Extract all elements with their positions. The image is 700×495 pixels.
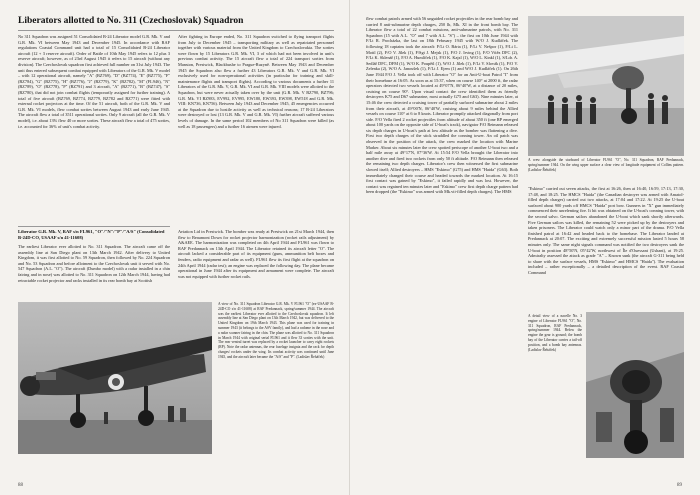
page-heading: Liberators allotted to No. 311 (Czechoslovak) Squadron bbox=[18, 16, 244, 26]
right-page bbox=[350, 0, 700, 495]
right-bottom-caption: A detail view of a nacelle No. 3 engine of Liberator FL961 "O", No. 311 Squadron, RAF Predannack, spring/summer 1944. Below the engine the gear is ground; the bomb bay of the Liberator carries a tail-off position, and a bomb bay antennas. (Ladislav Řeháček) bbox=[528, 314, 582, 352]
aircraft-subheading: Liberator G.R. Mk. V, RAF s/n FL961, "O"/"N"/"P"/"A/S" (Consolidated B-24D-CO, USAAF s/n 41-11608) bbox=[18, 229, 165, 240]
page-number-left: 88 bbox=[18, 483, 23, 488]
crew-photo bbox=[528, 16, 684, 156]
heading-rule bbox=[18, 30, 334, 31]
right-col1-text: flew combat patrols armed with 56 unguided rocket projectiles in the rear bomb bay and carried 8 anti-submarine depth charges, 250 lb, Mk. XI in the front bomb bay. The Liberator flew a total of 22 combat missions, anti-submarine patrols, with No. 311 Squadron (15 with A.L. "O" and 7 with A.L. "S") – the first on 10th June 1944 with F/Lt R. Procházka, the last on 18th February 1945 with W/O J. Kudláček. The following 18 captains took the aircraft: F/Lt O. Bárta (1), F/Lt V. Nešpor (1), F/Lt L. Mottl (2), F/O V. Jílek (1), F/Sgt J. Mejsk (1), F/O J. Irving (1), F/O Vítěz DFC (2), F/Lt K. Sklenář (1), F/O A. Humlíček (1), F/O K. Kajzl (1), W/O L. Kinkl (1), S/Ldr. A. Sedlář DFC, DFM (1), W/O K. Poupětl (1), W/O J. Jílek (1), F/Lt V. Slovák (1), F/O V. Zelenka (2), W/O A. Janoušek (1), F/Lt J. Ejem (1) and W/O J. Kudláček (1). On 26th June 1944 F/O J. Vella took off with Liberator "O" for an Anti-U-boat Patrol "I" from their homebase at 16:05. As soon as at 15:37, when on course 140° at 2000 ft, the radar operators detected two vessels located at 49°07'N, 06°40'W, at a distance of 20 miles, cruising on course 90°. Upon visual contact the crew identified them as friendly destroyers K75 and D67 submarine, most actually G75 and G63). Nine minutes later, at 15:46 the crew detected a cruising tower of partially surfaced submarine about 2 miles from their aircraft, at 49°00'N, 06°40'W, cruising about 9 miles behind the Allied vessels on course 110° at 6 to 8 knots. Liberator promptly attacked diagonally from port side. F/O Vella fired 2 rocket projectiles from altitude of about 350 ft (one RP emerged about 100 yards on the opposite side of U-boat's track), navigator F/O Reimann released six depth charges in U-boat's path at low altitude as the bomber was flattening a dive. First two depth charges of the stick straddled the conning tower. An oil patch was observed in the position of the attack, the crew marked the location with Marine Marker. About six minutes later the crew spotted periscope of another U-boat two and a half mile away at 49°17'N, 07°36'W. At 15:54 F/O Vella brought the Liberator into another dive and fired two rockets from only 50 ft altitude. F/O Reimann then released the remaining two depth charges. Liberator's crew then witnessed the first submarine slowed itself; Allied destroyers – HMS "Eskimo" (G75) and HMS "Haida" (G63). Both immediately changed their course and headed towards the marked location. At 16:15 first contact was gained by "Eskimo", it failed rapidly and was lost. However, the contact was regained ten minutes later and "Eskimo" crew first depth charge pattern had been dropped (the "Eskimo" was armed with Mk.vii-filled depth charges). The HMS bbox=[366, 16, 518, 195]
page-number-right: 89 bbox=[677, 483, 682, 488]
liberator-photo bbox=[18, 302, 212, 454]
left-photo-caption: A view of No. 311 Squadron Liberator G.R. Mk. V FL961 "O" (ex-USAAF B-24D-CO s/n 41-11608) at RAF Predannack, spring/summer 1944. The aircraft was the earliest Liberator ever allotted to the Czechoslovak squadron. It left assembly line at San Diego plant on 13th March 1942, but was delivered to the United Kingdom on 19th March 1943. This plane was used for training in summer 1943 (it belongs to the ASV family), and had a radome in the nose and a radar scanner fairing in the chin. The plane was allotted to No. 311 Squadron in March 1944 with original serial FL961 and it flew 33 sorties with the unit. The rear ventral turret was replaced by a rocket launcher to carry eight rockets (RP). Note the radar antennas, the rear fuselage insignia and the rack for depth charges/ rockets under the wing. Its combat activity was continued until June 1945, and the aircraft later became the "A/S" and "P". (Ladislav Řeháček) bbox=[218, 302, 334, 359]
right-col2-text: "Eskimo" carried out seven attacks, the first at 16:26, then at 16:40, 16:59, 17:13, 17:30, 17:48, and 18:25. The HMCS "Haida" (the Canadian destroyer was armed with Amatol-filled depth charges) carried out two attacks, at 17:04 and 17:22. At 19:25 the U-boat surfaced about 900 yards off HMCS "Haida" port bow. Gunners in "X" gun immediately commenced their unrelenting fire. It hit was obtained on the U-boat's conning tower, with the second salvo. German sailors abandoned the U-boat which sank shortly afterwards. Five German sailors was killed, the remaining 52 were picked up by the destroyers and taken prisoners. The Liberator could watch only a minor part of the drama. F/O Vella finished patrol at 16:42 and headed back to the homebase. The Liberator landed at Predannack at 20:07. The exciting and extremely successful mission lasted 5 hours 58 minutes only. The same night signals command was notified the two destroyers sank the U-boat in position 48°50'N, 05°42'W, northwest of Île d'Ouessant (Ushant), at 19:25. Admiralty assessed the attack as grade "A" – Known sunk (the aircraft G-311 being held to share with the surface vessels, HMS "Eskimo" and HMCS "Haida"). The evaluation included – rather exceptionally – a detailed description of the event. RAF Coastal Command bbox=[528, 186, 684, 275]
left-col1-text: No 311 Squadron was assigned 51 Consolidated B-24 Liberator model G.R. Mk. V and G.R. Mk. VI between May 1943 and December 1945. In accordance with RAF regulations Coastal Command unit had a total of 15 Consolidated B-24 Liberator aircraft (12 + 3 reserve aircraft). Order of Battle of 10th May 1945 refers to 12 plus 3 reserve aircraft; however, as of 23rd August 1945 it refers to 15 aircraft (without any division). The Czechoslovak squadron first achieved full number on 31st July 1943. The unit thus entered subsequent combat equipped with Liberators of the G.R. Mk. V model – with 12 operational aircraft, namely "A" (BZ769), "D" (BZ774), "E" (BZ775), "F" (BZ784), "G" (BZ775), "H" (BZ776), "J" (BZ779), "K" (BZ782), "M" (FL946), "N" (BZ789), "O" (BZ778), "P" (BZ791) and 3 aircraft, "A" (BZ771), "B" (BZ747), "S" (BZ780), that did not join combat flights (temporarily assigned for further training). A total of five aircraft (BZ769, BZ774, BZ779, BZ782 and BZ771) were fitted with external rocket projectors at the time. Of the 51 aircraft, both of the G.R. Mk. V and G.R. Mk. VI models, flew combat sorties between August 1943 and early June 1945. The aircraft flew a total of 3511 operational sorties. Only 9 aircraft (all the G.R. Mk. V model), i.e. about 13% flew 40 or more sorties. These aircraft flew a total of 475 sorties, i.e. accounted for 36% of unit's combat activity. bbox=[18, 34, 170, 129]
engine-nacelle-photo bbox=[586, 312, 684, 458]
subhead-rule bbox=[18, 226, 170, 227]
left-col3-text: The earliest Liberator ever allotted to No. 311 Squadron. The aircraft came off the assembly line at San Diego plant on 13th March 1942. After delivery to United Kingdom, it was first allotted to No. 59 Squadron, then followed by No. 224 Squadron and No. 53 Squadron and before allotment to the Czechoslovak unit it served with No. 547 Squadron (A.L. "O"). The aircraft (Dumbo model) with a radar installed in a chin fairing and in nose) was allotted to No. 311 Squadron on 12th March 1944, having had retractable rocket projector and racks installed in its rear bomb bay at Scottish bbox=[18, 244, 170, 283]
right-top-caption: A crew alongside the starboard of Liberator FL961 "O", No. 311 Squadron, RAF Predannack, spring/summer 1944. On the wing upper surface a clear view of longitude equipment of Collins pattern. (Ladislav Řeháček) bbox=[528, 158, 684, 172]
left-col4-text: Aviation Ltd in Prestwick. The bomber was ready at Prestwick on 21st March 1944, then flew to Beaumont Down for rocket projector harmonization (rocket rails adjustment) by A&AEE. The harmonization was completed on 4th April 1944 and FL961 was flown to RAF Predannack on 13th April 1944. The Liberator retained its aircraft letter "O". The aircraft lacked a considerable part of its equipment (guns, ammunition belt boxes and fenders, radio equipment and radar as well). FL961 flew its first flight at the squadron on 24th April 1944 (radar test); an engine was replaced the following day. The plane became operational in June 1944 after its equipment and armament were complete. The aircraft was not equipped with further rocket rails. bbox=[178, 229, 334, 279]
left-col2-text: After fighting in Europe ended, No. 311 Squadron switched to flying transport flights from July to December 1945 – transporting military as well as repatriated personnel together with various material from the United Kingdom to Czechoslovakia. The sorties were flown by 15 Liberators G.R. Mk. VI, 3 of which had not been involved in unit's previous combat activity. The 15 aircraft flew a total of 224 transport sorties from Manston, Prestwick, Blackbushe to Prague-Ruzyně. Between May 1943 and December 1945 the Squadron also flew a further 43 Liberators G.R. Mk. V and G.R. Mk. VI exclusively used for non-operational activities (in particular for training and skill-maintenance flights and transport flights). According to various documents a further 11 Liberators of the G.R. Mk. V, G.R. Mk. VI and G.R. Mk. VIII models were allotted to the Squadron, but were never actually taken over by the unit (G.R. Mk. V BZ790, BZ796; G.R. Mk. VI BZ983, EV992, EV995, EW180, EW393, EW398, EW518 and G.R. Mk. VIII: KN736, KN756). Between July 1943 and December 1945, 45 emergencies occurred at the Squadron due to hostile activity as well as technical reasons; 17 B-24 Liberators were destroyed or lost (13 G.R. Mk. V and G.R. Mk. VI) further aircraft suffered various levels of damage. In the same period 102 members of No 311 Squadron were killed (as well as 18 passengers) and a further 16 airmen were injured. bbox=[178, 34, 334, 129]
